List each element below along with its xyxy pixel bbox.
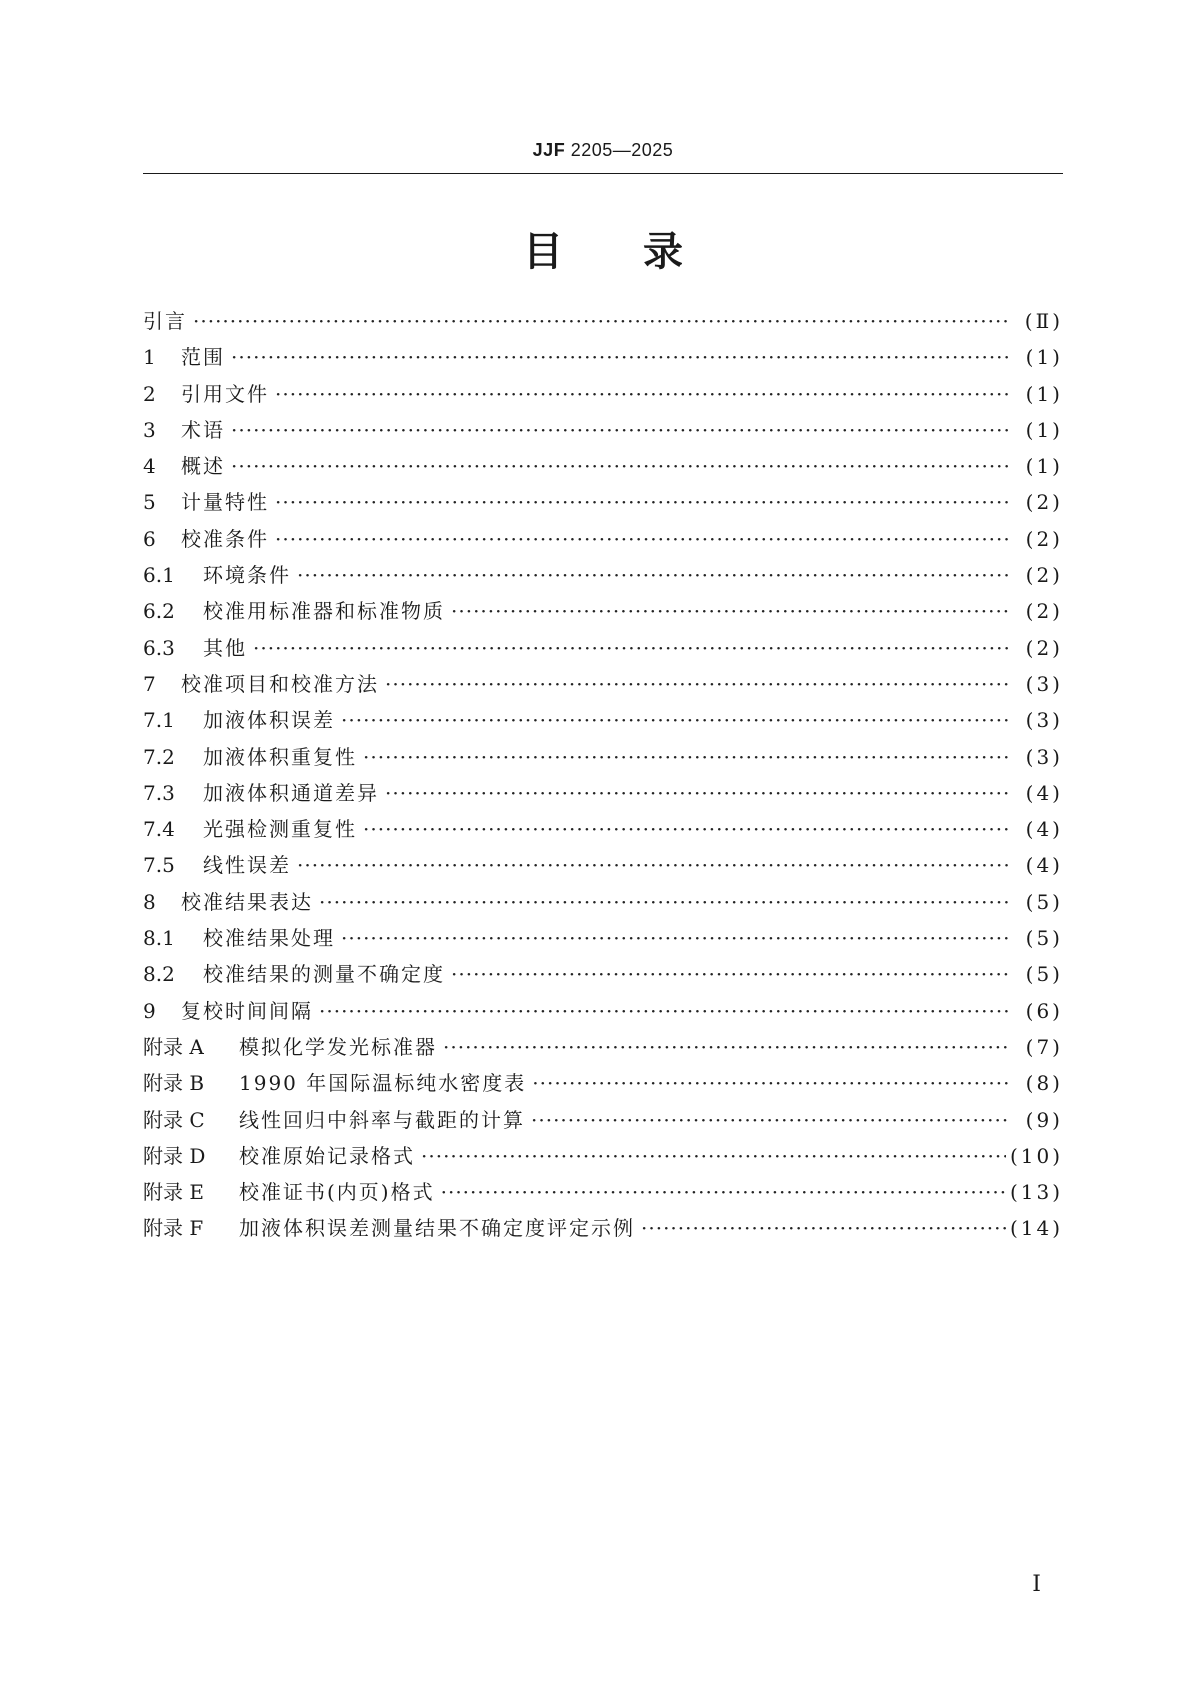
toc-entry-label: 校准结果的测量不确定度 (203, 962, 445, 987)
toc-entry-number: 4 (143, 454, 156, 479)
toc-entry-page: (2) (1025, 635, 1063, 660)
toc-entry-number: 7.5 (143, 853, 175, 878)
toc-entry-number: 附录 C (143, 1107, 205, 1132)
toc-entry-number: 6 (143, 526, 156, 551)
standard-code: JJF (532, 140, 566, 160)
toc-entry-label: 校准原始记录格式 (239, 1143, 415, 1168)
toc-entry[interactable] (143, 920, 1063, 956)
toc-entry[interactable] (143, 376, 1063, 412)
toc-entry-page: (13) (1009, 1180, 1063, 1205)
toc-dot-leader (231, 448, 1009, 484)
toc-entry-label: 线性误差 (203, 853, 291, 878)
toc-entry[interactable] (143, 1138, 1063, 1174)
toc-entry-number: 7 (143, 671, 156, 696)
toc-entry-label: 术语 (181, 417, 225, 442)
toc-entry-label: 模拟化学发光标准器 (239, 1034, 437, 1059)
toc-entry-number: 8.2 (143, 962, 175, 987)
toc-dot-leader (341, 920, 1009, 956)
toc-entry-page: (2) (1025, 599, 1063, 624)
toc-entry[interactable] (143, 884, 1063, 920)
toc-entry-page: (7) (1025, 1034, 1063, 1059)
toc-entry-number: 附录 B (143, 1071, 205, 1096)
toc-entry[interactable] (143, 1029, 1063, 1065)
toc-entry-page: (4) (1025, 853, 1063, 878)
toc-entry-page: (5) (1025, 962, 1063, 987)
toc-entry[interactable] (143, 1102, 1063, 1138)
toc-dot-leader (531, 1102, 1009, 1138)
toc-entry-label: 引言 (143, 309, 187, 333)
toc-dot-leader (363, 811, 1009, 847)
toc-dot-leader (385, 775, 1009, 811)
toc-entry[interactable] (143, 702, 1063, 738)
toc-dot-leader (231, 339, 1009, 375)
toc-entry-number: 1 (143, 345, 156, 370)
toc-entry-page: (Ⅱ) (1024, 309, 1063, 333)
toc-entry-page: (1) (1025, 417, 1063, 442)
toc-entry[interactable] (143, 412, 1063, 448)
toc-entry-label: 计量特性 (181, 490, 269, 515)
toc-entry[interactable] (143, 666, 1063, 702)
toc-entry[interactable] (143, 811, 1063, 847)
toc-entry[interactable] (143, 339, 1063, 375)
toc-entry-number: 7.1 (143, 708, 175, 733)
toc-entry-label: 校准项目和校准方法 (181, 671, 379, 696)
toc-dot-leader (275, 521, 1009, 557)
toc-entry-label: 光强检测重复性 (203, 817, 357, 842)
toc-entry-number: 7.3 (143, 780, 175, 805)
toc-entry-page: (2) (1025, 526, 1063, 551)
toc-entry-label: 加液体积误差 (203, 708, 335, 733)
toc-entry-label: 加液体积误差测量结果不确定度评定示例 (239, 1216, 635, 1241)
toc-dot-leader (363, 739, 1009, 775)
toc-entry-page: (9) (1025, 1107, 1063, 1132)
toc-dot-leader (319, 884, 1009, 920)
toc-entry[interactable] (143, 956, 1063, 992)
toc-dot-leader (253, 630, 1009, 666)
toc-dot-leader (275, 376, 1009, 412)
toc-entry-label: 加液体积重复性 (203, 744, 357, 769)
toc-entry-page: (2) (1025, 490, 1063, 515)
toc-entry-number: 8 (143, 889, 156, 914)
toc-entry[interactable] (143, 993, 1063, 1029)
title-char-1: 目 (523, 229, 563, 275)
toc-entry-number: 附录 F (143, 1216, 204, 1241)
toc-dot-leader (451, 593, 1009, 629)
toc-dot-leader (421, 1138, 1006, 1174)
toc-dot-leader (641, 1210, 1006, 1246)
toc-entry[interactable] (143, 484, 1063, 520)
toc-entry-label: 复校时间间隔 (181, 998, 313, 1023)
toc-entry-number: 5 (143, 490, 156, 515)
toc-entry-page: (1) (1025, 454, 1063, 479)
toc-entry-number: 8.1 (143, 926, 175, 951)
toc-entry-label: 校准证书(内页)格式 (239, 1180, 435, 1205)
toc-dot-leader (532, 1065, 1009, 1101)
toc-entry-number: 2 (143, 381, 156, 406)
toc-entry[interactable] (143, 1174, 1063, 1210)
toc-entry-number: 6.3 (143, 635, 175, 660)
toc-entry[interactable] (143, 303, 1063, 339)
toc-entry-page: (8) (1025, 1071, 1063, 1096)
toc-entry-page: (6) (1025, 998, 1063, 1023)
toc-entry-label: 环境条件 (203, 563, 291, 588)
toc-entry[interactable] (143, 1065, 1063, 1101)
toc-entry-number: 7.2 (143, 744, 175, 769)
toc-entry-number: 6.2 (143, 599, 175, 624)
toc-dot-leader (341, 702, 1009, 738)
header-divider (143, 173, 1063, 174)
toc-entry[interactable] (143, 775, 1063, 811)
toc-entry-number: 附录 D (143, 1143, 206, 1168)
toc-dot-leader (441, 1174, 1006, 1210)
toc-entry[interactable] (143, 448, 1063, 484)
toc-entry-label: 引用文件 (181, 381, 269, 406)
toc-dot-leader (443, 1029, 1009, 1065)
toc-entry-page: (14) (1009, 1216, 1063, 1241)
toc-entry-label: 范围 (181, 345, 225, 370)
toc-entry[interactable] (143, 557, 1063, 593)
toc-entry-label: 校准结果表达 (181, 889, 313, 914)
toc-dot-leader (319, 993, 1009, 1029)
toc-entry-label: 1990 年国际温标纯水密度表 (239, 1071, 527, 1096)
table-of-contents (143, 303, 1063, 1247)
toc-dot-leader (297, 557, 1009, 593)
toc-dot-leader (193, 303, 1009, 339)
toc-entry[interactable] (143, 593, 1063, 629)
toc-entry-number: 9 (143, 998, 156, 1023)
toc-entry-label: 线性回归中斜率与截距的计算 (239, 1107, 525, 1132)
toc-entry[interactable] (143, 847, 1063, 883)
toc-dot-leader (451, 956, 1009, 992)
toc-entry-page: (10) (1009, 1143, 1063, 1168)
toc-dot-leader (275, 484, 1009, 520)
toc-entry-page: (5) (1025, 926, 1063, 951)
toc-entry-page: (3) (1025, 744, 1063, 769)
toc-entry-page: (2) (1025, 563, 1063, 588)
toc-entry-number: 附录 A (143, 1034, 204, 1059)
toc-entry-label: 校准条件 (181, 526, 269, 551)
toc-entry[interactable] (143, 521, 1063, 557)
toc-entry-page: (4) (1025, 817, 1063, 842)
toc-dot-leader (297, 847, 1009, 883)
document-header (143, 140, 1063, 161)
page-title (143, 220, 1063, 277)
toc-dot-leader (231, 412, 1009, 448)
toc-entry-label: 校准用标准器和标准物质 (203, 599, 445, 624)
toc-entry-label: 校准结果处理 (203, 926, 335, 951)
toc-entry-page: (1) (1025, 345, 1063, 370)
toc-entry-label: 概述 (181, 454, 225, 479)
toc-entry-label: 加液体积通道差异 (203, 780, 379, 805)
toc-entry-page: (3) (1025, 671, 1063, 696)
toc-entry-page: (4) (1025, 780, 1063, 805)
toc-entry-label: 其他 (203, 635, 247, 660)
standard-number: 2205—2025 (570, 140, 674, 160)
toc-entry[interactable] (143, 1210, 1063, 1246)
title-char-2: 录 (643, 229, 683, 275)
toc-entry-page: (3) (1025, 708, 1063, 733)
toc-entry[interactable] (143, 739, 1063, 775)
page-number: Ⅰ (1032, 1572, 1041, 1597)
toc-dot-leader (385, 666, 1009, 702)
toc-entry-number: 3 (143, 417, 156, 442)
toc-entry-number: 7.4 (143, 817, 175, 842)
toc-entry-number: 6.1 (143, 563, 175, 588)
toc-entry-page: (5) (1025, 889, 1063, 914)
toc-entry-page: (1) (1025, 381, 1063, 406)
toc-entry[interactable] (143, 630, 1063, 666)
toc-entry-number: 附录 E (143, 1180, 204, 1205)
